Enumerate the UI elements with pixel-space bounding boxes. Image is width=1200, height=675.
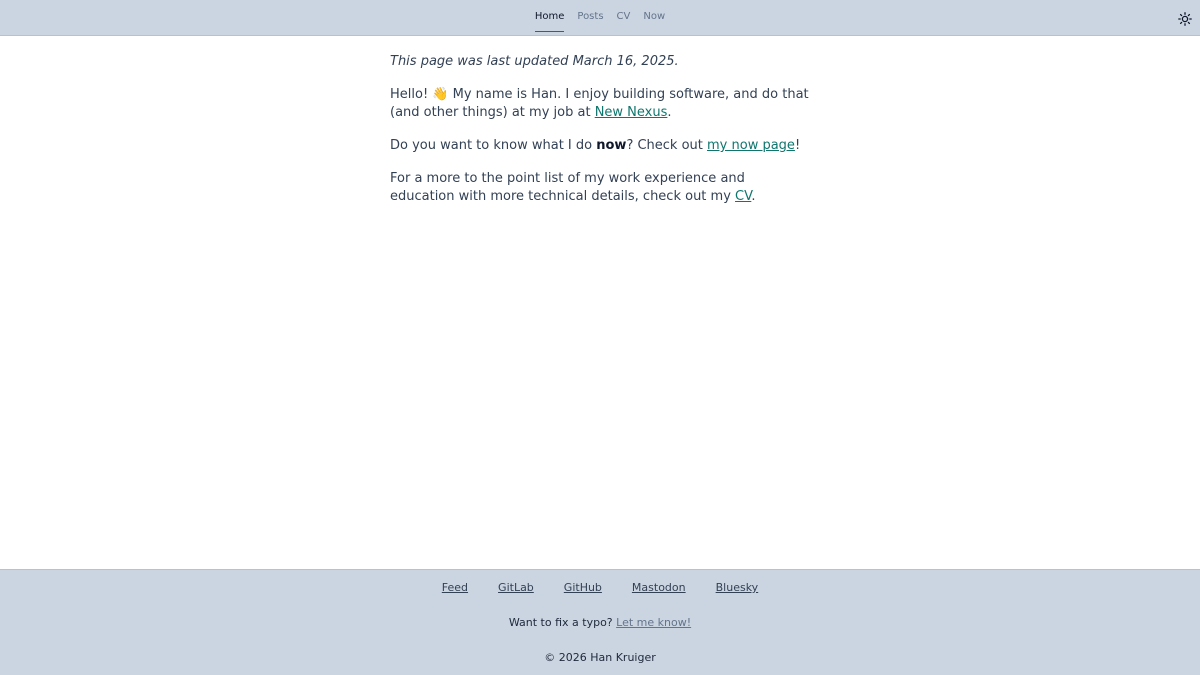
bluesky-link[interactable]: Bluesky	[715, 581, 759, 594]
github-link[interactable]: GitHub	[563, 581, 602, 594]
main-content	[390, 53, 810, 221]
nav-home[interactable]: Home	[535, 11, 565, 33]
nav-posts[interactable]: Posts	[577, 11, 604, 22]
intro-greeting: Hello!	[390, 87, 433, 102]
cv-text: For a more to the point list of my work experience and education with more technical details, check out my	[390, 171, 745, 204]
mastodon-link[interactable]: Mastodon	[631, 581, 686, 594]
waving-hand-icon: 👋	[432, 87, 449, 102]
feed-link[interactable]: Feed	[441, 581, 469, 594]
nav-cv[interactable]: CV	[616, 11, 631, 22]
copyright: © 2026 Han Kruiger	[544, 651, 656, 664]
site-footer	[0, 569, 1200, 675]
intro-paragraph	[390, 86, 810, 122]
now-emphasis: now	[596, 138, 627, 153]
sun-icon[interactable]	[1178, 11, 1192, 25]
cv-text-end: .	[751, 189, 756, 204]
typo-note	[0, 616, 1200, 629]
last-updated-note: This page was last updated March 16, 2025.	[390, 54, 679, 69]
top-navigation-bar	[0, 0, 1200, 36]
gitlab-link[interactable]: GitLab	[498, 581, 534, 594]
nav-now[interactable]: Now	[643, 11, 666, 22]
cv-link[interactable]: CV	[735, 189, 752, 204]
let-me-know-link[interactable]: Let me know!	[616, 616, 692, 629]
intro-end: .	[667, 105, 672, 120]
now-text-start: Do you want to know what I do	[390, 138, 597, 153]
now-text-middle: ? Check out	[626, 138, 708, 153]
intro-text: My name is Han. I enjoy building software, and do that (and other things) at my job at	[390, 87, 809, 120]
footer-links	[0, 581, 1200, 594]
cv-paragraph	[390, 170, 810, 206]
main-nav	[0, 0, 1200, 36]
new-nexus-link[interactable]: New Nexus	[594, 105, 668, 120]
typo-text: Want to fix a typo?	[508, 616, 613, 629]
now-page-link[interactable]: my now page	[707, 138, 795, 153]
now-paragraph	[390, 137, 810, 155]
now-text-end: !	[794, 138, 801, 153]
